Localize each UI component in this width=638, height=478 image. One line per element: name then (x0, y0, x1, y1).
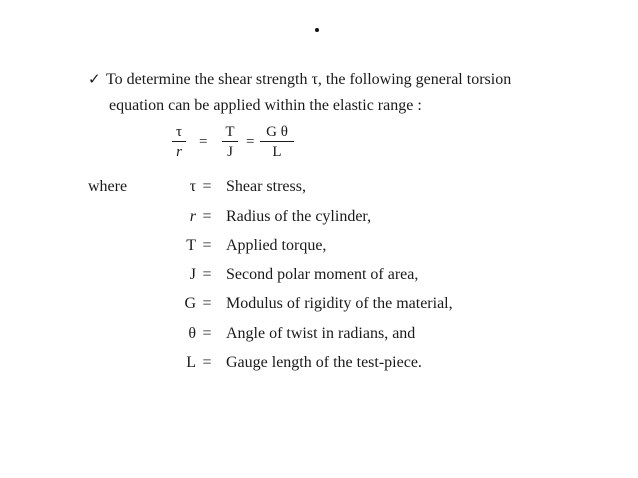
intro-line-1 (88, 70, 511, 90)
fraction-numerator: τ (175, 124, 183, 140)
definition-equals: = (202, 295, 212, 312)
fraction-denominator: J (227, 144, 233, 160)
definition-symbol: T (186, 237, 196, 254)
definition-text: Angle of twist in radians, and (226, 325, 416, 342)
fraction-bar (222, 141, 238, 142)
equals-sign: = (246, 134, 255, 150)
where-label: where (88, 178, 128, 195)
definition-equals: = (202, 208, 212, 225)
fraction-numerator: T (225, 124, 235, 140)
definition-equals: = (202, 178, 212, 195)
definition-equals: = (202, 237, 212, 254)
definition-symbol: G (184, 295, 196, 312)
definition-symbol: r (189, 208, 196, 225)
definition-symbol: L (186, 354, 196, 371)
fraction-Gtheta-over-L (260, 124, 294, 160)
definition-text: Radius of the cylinder, (226, 208, 372, 225)
definition-text: Shear stress, (226, 178, 306, 195)
fraction-numerator: G θ (266, 124, 288, 140)
definition-equals: = (202, 266, 212, 283)
definition-text: Modulus of rigidity of the material, (226, 295, 453, 312)
dot-mark (315, 28, 319, 32)
equals-sign: = (199, 134, 208, 150)
fraction-bar (172, 141, 186, 142)
definition-symbol: J (189, 266, 196, 283)
check-mark-icon: ✓ (88, 72, 101, 88)
definition-text: Second polar moment of area, (226, 266, 419, 283)
intro-line-2: equation can be applied within the elastic range : (109, 97, 422, 114)
intro-text-1: To determine the shear strength τ, the following general torsion (106, 71, 512, 88)
definition-text: Gauge length of the test-piece. (226, 354, 422, 371)
definition-symbol: θ (188, 325, 196, 342)
fraction-T-over-J (222, 124, 238, 160)
definition-text: Applied torque, (226, 237, 327, 254)
definition-equals: = (202, 325, 212, 342)
fraction-bar (260, 141, 294, 142)
fraction-denominator: r (176, 144, 182, 160)
definition-symbol: τ (189, 178, 196, 195)
definition-equals: = (202, 354, 212, 371)
fraction-tau-over-r (172, 124, 186, 160)
fraction-denominator: L (272, 144, 282, 160)
